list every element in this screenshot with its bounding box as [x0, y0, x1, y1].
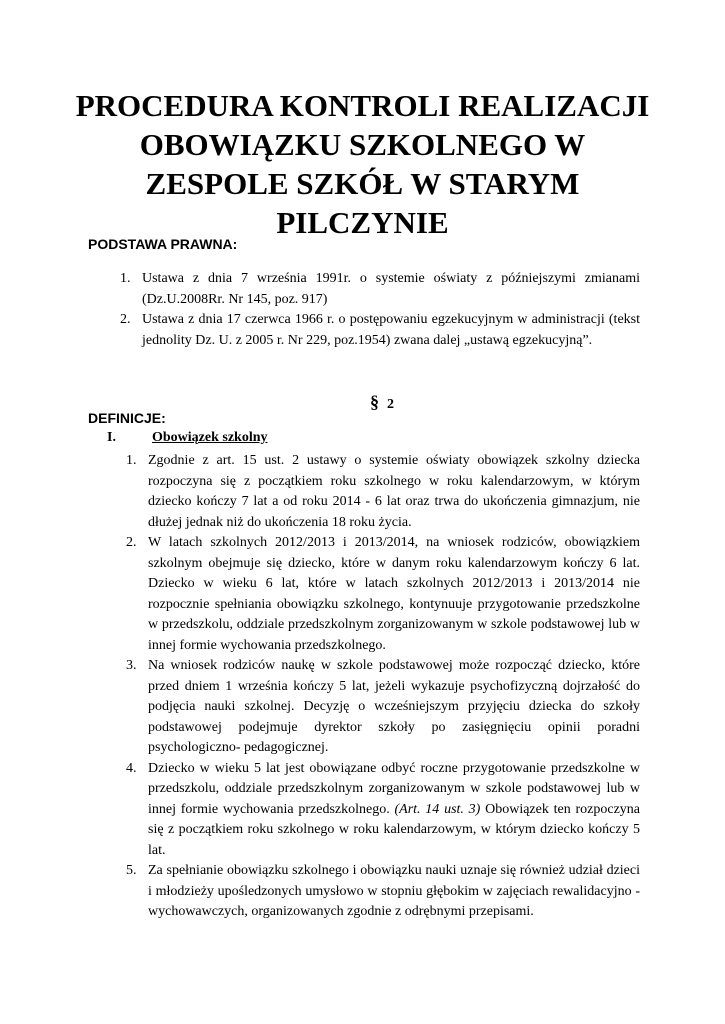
list-item: [126, 533, 640, 656]
list-item: [120, 269, 640, 310]
list-number: 3.: [126, 658, 137, 673]
page-title: [70, 86, 655, 242]
section-number: 2: [387, 397, 394, 412]
list-text: Zgodnie z art. 15 ust. 2 ustawy o systemie oświaty obowiązek szkolny dziecka rozpoczyna się z początkiem roku szkolnego w roku kalendarzowym, w którym dziecko kończy 7 lat a od roku 2014 - 6 lat oraz trwa do ukończenia gimnazjum, nie dłużej jednak niż do ukończenia 18 roku życia.: [148, 453, 640, 530]
list-text-part: Dziecko w wieku 5 lat jest obowiązane odbyć roczne przygotowanie przedszkolne w przedszkolu, oddziale przedszkolnym zorganizowanym w szkole podstawowej lub w innej formie wychowania przedszkolnego.: [148, 760, 640, 817]
subsection-label: Obowiązek szkolny: [152, 430, 268, 445]
article-reference: (Art. 14 ust. 3): [394, 801, 481, 817]
list-item: [126, 451, 640, 533]
title-line-2: OBOWIĄZKU SZKOLNEGO W: [139, 127, 586, 162]
definitions-heading: DEFINICJE:: [88, 410, 166, 426]
section-marker: [370, 392, 394, 413]
list-text: Ustawa z dnia 7 września 1991r. o systemie oświaty z późniejszymi zmianami (Dz.U.2008Rr. Nr 145, poz. 917): [142, 271, 640, 307]
list-number: 4.: [126, 760, 137, 776]
list-number: 1.: [126, 453, 137, 468]
subsection-heading: [107, 430, 268, 446]
section-symbol: §: [370, 392, 379, 412]
title-line-4: PILCZYNIE: [276, 205, 449, 240]
list-item: [120, 310, 640, 351]
list-text-part: Obowiązek ten rozpoczyna się z początkiem roku szkolnego w roku kalendarzowym, w którym dziecko kończy 5 lat.: [148, 801, 641, 858]
list-item: [126, 656, 640, 759]
list-text: Ustawa z dnia 17 czerwca 1966 r. o postępowaniu egzekucyjnym w administracji (tekst jednolity Dz. U. z 2005 r. Nr 229, poz.1954) zwana dalej „ustawą egzekucyjną”.: [142, 312, 640, 348]
list-text: W latach szkolnych 2012/2013 i 2013/2014, na wniosek rodziców, obowiązkiem szkolnym obejmuje się dziecko, które w danym roku kalendarzowym kończy 6 lat. Dziecko w wieku 6 lat, które w latach szkolnych 2012/2013 i 2013/2014 nie rozpocznie spełniania obowiązku szkolnego, kontynuuje przygotowanie przedszkolne w przedszkolu, oddziale przedszkolnym zorganizowanym w szkole podstawowej lub w innej formie wychowania przedszkolnego.: [148, 535, 640, 653]
list-number: 2.: [126, 535, 137, 550]
list-number: 5.: [126, 863, 137, 878]
list-text: Na wniosek rodziców naukę w szkole podstawowej może rozpocząć dziecko, które przed dniem 1 września kończy 5 lat, jeżeli wykazuje psychofizyczną dojrzałość do podjęcia nauki szkolnej. Decyzję o wcześniejszym przyjęciu dziecka do szkoły podstawowej podejmuje dyrektor szkoły po zasięgnięciu opinii poradni psychologiczno- pedagogicznej.: [148, 658, 640, 755]
list-text: Za spełnianie obowiązku szkolnego i obowiązku nauki uznaje się również udział dzieci i młodzieży upośledzonych umysłowo w stopniu głębokim w zajęciach rewalidacyjno - wychowawczych, organizowanych zgodnie z odrębnymi przepisami.: [148, 863, 640, 919]
title-line-3: ZESPOLE SZKÓŁ W STARYM: [145, 166, 580, 201]
definitions-list: [126, 451, 641, 923]
list-number: 2.: [120, 312, 131, 327]
list-item: [126, 861, 640, 923]
list-number: 1.: [120, 271, 131, 286]
legal-basis-list: [120, 269, 640, 351]
legal-basis-heading: PODSTAWA PRAWNA:: [88, 236, 238, 252]
list-item: [126, 759, 641, 862]
title-line-1: PROCEDURA KONTROLI REALIZACJI: [75, 88, 650, 123]
subsection-roman-numeral: I.: [107, 430, 116, 445]
